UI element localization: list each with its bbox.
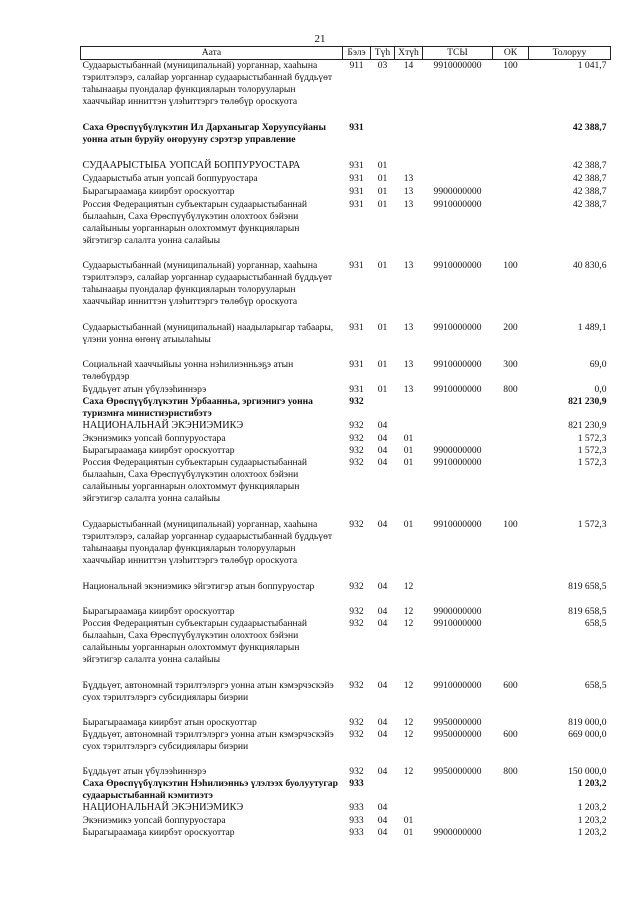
row-target-article: 9910000000 [433,383,482,395]
row-section: 04 [377,728,388,740]
row-name: Бырагыраамаҕа киирбэт ороскуоттар [82,826,235,838]
row-subsection: 13 [403,358,414,370]
row-expense-type [493,581,529,606]
table-row [81,717,611,729]
row-subsection: 13 [403,198,414,210]
row-code: 931 [349,198,364,210]
row-amount: 1 203,2 [577,777,607,789]
row-amount: 42 388,7 [572,198,607,210]
row-target-article: 9900000000 [433,444,482,456]
row-amount: 821 230,9 [568,419,607,431]
row-code: 932 [349,444,364,456]
row-code: 932 [349,432,364,444]
row-section: 03 [377,60,388,71]
row-expense-type: 100 [503,259,518,271]
row-subsection: 13 [403,185,414,197]
row-amount: 42 388,7 [572,121,607,133]
table-row [81,122,611,160]
row-amount: 1 572,3 [577,444,607,456]
row-code: 932 [349,456,364,468]
row-amount: 0,0 [594,383,607,395]
row-amount: 819 658,5 [568,580,607,592]
row-target-article [423,160,493,173]
row-name: Экэниэмикэ уопсай боппуруостара [82,814,226,826]
table-row [81,186,611,199]
row-name: Бырагыраамаҕа киирбэт атын ороскуоттар [82,716,257,728]
table-row [81,384,611,396]
row-amount: 69,0 [589,358,607,370]
row-section: 01 [377,259,388,271]
row-name: НАЦИОНАЛЬНАЙ ЭКЭНИЭМИКЭ [82,419,244,431]
row-name: Судаарыстыба атын уопсай боппуруостара [82,172,258,184]
row-expense-type [493,420,529,433]
row-expense-type [493,618,529,680]
row-code: 933 [349,801,364,813]
row-section [371,122,395,160]
row-code: 932 [349,419,364,431]
row-section: 01 [377,185,388,197]
table-row [81,445,611,457]
row-amount: 1 203,2 [577,826,607,838]
row-section: 04 [377,456,388,468]
table-row [81,618,611,680]
row-name: Саха Өрөспүүбүлүкэтин Ил Дарханыгар Хоруупсуйаны уонна атын буруйу оҥорууну сэрэтэр управление [82,121,326,145]
row-section: 04 [377,605,388,617]
row-name: Бырагыраамаҕа киирбэт ороскуоттар [82,444,235,456]
row-amount: 658,5 [584,617,607,629]
budget-table [80,46,611,839]
row-section: 04 [377,765,388,777]
row-expense-type: 300 [503,358,518,370]
row-amount: 1 572,3 [577,432,607,444]
row-target-article: 9950000000 [433,765,482,777]
row-target-article: 9910000000 [433,617,482,629]
table-row [81,60,611,122]
row-section: 04 [377,580,388,592]
row-section [371,396,395,420]
row-target-article: 9950000000 [433,716,482,728]
row-target-article: 9910000000 [433,456,482,468]
row-expense-type [493,186,529,199]
row-code: 933 [349,814,364,826]
row-code: 931 [349,159,364,171]
row-expense-type [493,457,529,519]
row-subsection [395,778,423,802]
row-amount: 42 388,7 [572,159,607,171]
row-expense-type [493,433,529,445]
table-row [81,457,611,519]
row-name: СУДААРЫСТЫБА УОПСАЙ БОППУРУОСТАРА [82,159,301,171]
row-expense-type [493,717,529,729]
row-code: 931 [349,121,364,133]
row-code: 931 [349,259,364,271]
row-target-article: 9900000000 [433,605,482,617]
row-section: 04 [377,716,388,728]
row-target-article: 9910000000 [433,60,482,71]
row-name: НАЦИОНАЛЬНАЙ ЭКЭНИЭМИКЭ [82,801,244,813]
row-subsection: 01 [403,814,414,826]
row-section: 04 [377,419,388,431]
row-name: Национальнай экэниэмикэ эйгэтигэр атын боппуруостар [82,580,315,592]
table-row [81,433,611,445]
table-row [81,173,611,186]
row-code: 932 [349,518,364,530]
row-amount: 1 572,3 [577,518,607,530]
row-code: 931 [349,383,364,395]
row-name: Экэниэмикэ уопсай боппуруостара [82,432,226,444]
header-target-article: ТСЫ [423,47,493,60]
row-expense-type: 100 [503,518,518,530]
row-amount: 1 572,3 [577,456,607,468]
row-amount: 1 203,2 [577,801,607,813]
table-row [81,606,611,618]
row-name: Судаарыстыбаннай (муниципальнай) уорганнар, хааһына тэрилтэлэрэ, салайар уорганнар судаарыстыбаннай бүддьүөт таһынааҕы пуондалар функцияларын толорууларын хааччыйар инниттэн үлэһиттэргэ төлөбүр ороскуота [82,259,333,307]
row-subsection: 01 [403,444,414,456]
table-row [81,815,611,827]
row-target-article [423,420,493,433]
row-code: 933 [349,777,364,789]
row-code: 932 [349,580,364,592]
row-code: 932 [349,617,364,629]
row-section: 01 [377,159,388,171]
table-row [81,260,611,322]
row-expense-type [493,122,529,160]
row-expense-type [493,396,529,420]
row-code: 932 [349,716,364,728]
row-code: 931 [349,172,364,184]
header-subsection: Хтүһ [395,47,423,60]
row-amount: 669 000,0 [568,728,607,740]
row-target-article [423,802,493,815]
row-amount: 1 489,1 [577,321,607,333]
table-row [81,396,611,420]
page-number: 21 [314,33,326,45]
row-name: Бүддьүөт атын үбүлээһиннэрэ [82,383,207,395]
row-amount: 42 388,7 [572,185,607,197]
row-subsection [395,160,423,173]
header-section: Түһ [371,47,395,60]
row-section: 01 [377,321,388,333]
table-row [81,778,611,802]
row-section: 04 [377,801,388,813]
row-section: 04 [377,617,388,629]
row-section: 04 [377,444,388,456]
row-code: 932 [349,728,364,740]
row-name: Саха Өрөспүүбүлүкэтин Нэһилиэнньэ үлэлээх буолуутугар судаарыстыбаннай кэмитиэтэ [82,777,338,801]
row-name: Бырагыраамаҕа киирбэт ороскуоттар [82,185,235,197]
table-row [81,802,611,815]
row-code: 931 [349,358,364,370]
header-amount: Толоруу [529,47,611,60]
row-target-article [423,122,493,160]
row-expense-type: 800 [503,765,518,777]
row-code: 931 [349,185,364,197]
row-name: Россия Федерациятын субъектарын судаарыстыбаннай былааһын, Саха Өрөспүүбүлүкэтин олохтоох бэйэни салайыныы уорганнарын олохтоммут функцияларын эйгэтигэр салалта уонна салайыы [82,617,308,665]
row-section: 04 [377,826,388,838]
table-row [81,420,611,433]
row-name: Бүддьүөт, автономнай тэрилтэлэргэ уонна атын кэмэрчэскэйэ суох тэрилтэлэргэ субсидиялары биэрии [82,679,334,703]
row-subsection: 01 [403,518,414,530]
row-expense-type [493,815,529,827]
row-expense-type [493,173,529,186]
header-code: Бэлэ [343,47,371,60]
row-target-article: 9910000000 [433,259,482,271]
row-subsection: 12 [403,728,414,740]
row-name: Социальнай хааччыйыы уонна нэһилиэнньэҕэ атын төлөбүрдэр [82,358,294,382]
row-code: 932 [349,679,364,691]
row-code: 933 [349,826,364,838]
row-target-article [423,396,493,420]
row-code: 932 [349,765,364,777]
row-subsection: 12 [403,716,414,728]
row-section: 01 [377,198,388,210]
row-expense-type: 600 [503,679,518,691]
row-target-article [423,433,493,445]
row-amount: 1 203,2 [577,814,607,826]
table-row [81,581,611,606]
row-section: 01 [377,358,388,370]
row-subsection: 01 [403,432,414,444]
row-section: 01 [377,172,388,184]
row-subsection: 12 [403,580,414,592]
header-name: Аата [81,47,343,60]
row-expense-type: 600 [503,728,518,740]
row-subsection: 12 [403,679,414,691]
row-amount: 40 830,6 [572,259,607,271]
header-expense-type: ОК [493,47,529,60]
table-row [81,680,611,717]
row-target-article: 9910000000 [433,198,482,210]
row-subsection: 14 [403,60,414,71]
table-row [81,160,611,173]
row-target-article: 9910000000 [433,358,482,370]
row-section: 04 [377,814,388,826]
row-subsection: 12 [403,605,414,617]
row-subsection: 12 [403,617,414,629]
row-target-article: 9950000000 [433,728,482,740]
row-expense-type: 800 [503,383,518,395]
row-name: Бүддьүөт атын үбүлээһиннэрэ [82,765,207,777]
row-target-article: 9910000000 [433,518,482,530]
row-name: Судаарыстыбаннай (муниципальнай) наадыларыгар табаары, үлэни уонна өҥөнү атыылаһыы [82,321,334,345]
row-name: Саха Өрөспүүбүлүкэтин Урбаанньа, эргиэнигэ уонна туризмҥа министиэристибэтэ [82,395,313,419]
row-expense-type [493,199,529,260]
row-subsection: 13 [403,259,414,271]
row-expense-type [493,802,529,815]
row-expense-type [493,160,529,173]
row-target-article [423,778,493,802]
row-section: 04 [377,679,388,691]
table-row [81,359,611,384]
row-target-article [423,815,493,827]
table-row [81,827,611,839]
row-amount: 821 230,9 [568,395,607,407]
table-row [81,766,611,778]
row-subsection: 12 [403,765,414,777]
row-subsection [395,122,423,160]
row-expense-type [493,606,529,618]
row-amount: 819 000,0 [568,716,607,728]
row-amount: 1 041,7 [577,60,607,71]
row-target-article: 9900000000 [433,826,482,838]
row-name: Судаарыстыбаннай (муниципальнай) уорганнар, хааһына тэрилтэлэрэ, салайар уорганнар судаарыстыбаннай бүддьүөт таһынааҕы пуондалар функцияларын толорууларын хааччыйар инниттэн үлэһиттэргэ төлөбүр ороскуота [82,60,333,107]
row-code: 931 [349,321,364,333]
row-target-article [423,173,493,186]
row-name: Бүддьүөт, автономнай тэрилтэлэргэ уонна атын кэмэрчэскэйэ суох тэрилтэлэргэ субсидиялары биэрии [82,728,334,752]
row-code: 911 [349,60,364,71]
row-subsection: 01 [403,456,414,468]
table-row [81,199,611,260]
row-amount: 42 388,7 [572,172,607,184]
row-section: 04 [377,432,388,444]
row-subsection: 13 [403,321,414,333]
row-expense-type: 100 [503,60,518,71]
row-code: 932 [349,395,364,407]
row-target-article: 9910000000 [433,679,482,691]
row-subsection: 13 [403,172,414,184]
row-amount: 819 658,5 [568,605,607,617]
row-expense-type [493,445,529,457]
table-row [81,729,611,766]
row-expense-type: 200 [503,321,518,333]
row-section [371,778,395,802]
row-target-article: 9910000000 [433,321,482,333]
row-section: 04 [377,518,388,530]
row-section: 01 [377,383,388,395]
row-name: Россия Федерациятын субъектарын судаарыстыбаннай былааһын, Саха Өрөспүүбүлүкэтин олохтоох бэйэни салайыныы уорганнарын олохтоммут функцияларын эйгэтигэр салалта уонна салайыы [82,456,308,504]
row-subsection [395,802,423,815]
row-subsection: 01 [403,826,414,838]
table-header-row [81,47,611,60]
row-amount: 150 000,0 [568,765,607,777]
row-subsection [395,420,423,433]
row-code: 932 [349,605,364,617]
row-name: Судаарыстыбаннай (муниципальнай) уорганнар, хааһына тэрилтэлэрэ, салайар уорганнар судаарыстыбаннай бүддьүөт таһынааҕы пуондалар функцияларын толорууларын хааччыйар инниттэн үлэһиттэргэ төлөбүр ороскуота [82,518,333,566]
row-amount: 658,5 [584,679,607,691]
row-target-article: 9900000000 [433,185,482,197]
row-subsection [395,396,423,420]
row-expense-type [493,827,529,839]
row-subsection: 13 [403,383,414,395]
row-name: Бырагыраамаҕа киирбэт ороскуоттар [82,605,235,617]
row-name: Россия Федерациятын субъектарын судаарыстыбаннай былааһын, Саха Өрөспүүбүлүкэтин олохтоох бэйэни салайыныы уорганнарын олохтоммут функцияларын эйгэтигэр салалта уонна салайыы [82,198,308,246]
table-row [81,322,611,359]
table-row [81,519,611,581]
row-target-article [423,581,493,606]
row-expense-type [493,778,529,802]
